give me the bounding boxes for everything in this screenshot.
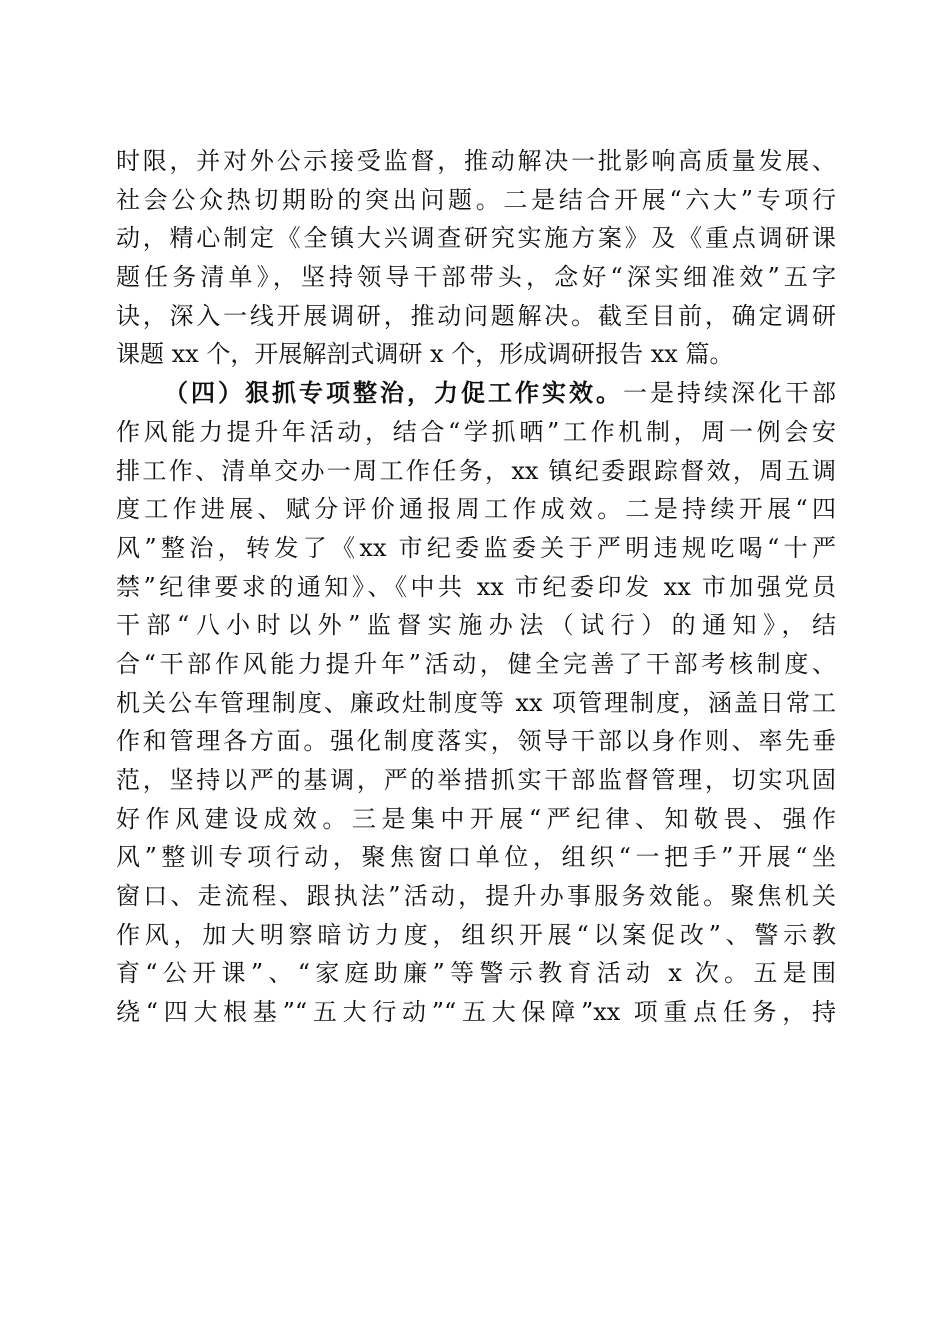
text-line: 排工作、清单交办一周工作任务，xx 镇纪委跟踪督效，周五调 <box>116 456 836 485</box>
text-line: 诀，深入一线开展调研，推动问题解决。截至目前，确定调研 <box>116 301 836 330</box>
text-line: 窗口、走流程、跟执法”活动，提升办事服务效能。聚焦机关 <box>116 882 836 911</box>
paragraph-1 <box>116 142 836 374</box>
text-line: 范，坚持以严的基调，严的举措抓实干部监督管理，切实巩固 <box>116 766 836 794</box>
text-line: 题任务清单》，坚持领导干部带头，念好“深实细准效”五字 <box>116 263 836 292</box>
text-line: 时限，并对外公示接受监督，推动解决一批影响高质量发展、 <box>116 147 836 175</box>
text-line: 社会公众热切期盼的突出问题。二是结合开展“六大”专项行 <box>116 185 836 214</box>
text-line: 育“公开课”、“家庭助廉”等警示教育活动 x 次。五是围 <box>116 959 836 988</box>
paragraph-first-line <box>116 374 836 413</box>
body-text <box>116 142 836 1032</box>
text-line: 课题 xx 个，开展解剖式调研 x 个，形成调研报告 xx 篇。 <box>116 340 734 369</box>
text-line: 禁”纪律要求的通知》、《中共 xx 市纪委印发 xx 市加强党员 <box>116 572 836 601</box>
text-line: 作风能力提升年活动，结合“学抓晒”工作机制，周一例会安 <box>116 417 836 446</box>
text-run: 一是持续深化干部 <box>623 379 836 408</box>
text-line: 合“干部作风能力提升年”活动，健全完善了干部考核制度、 <box>116 649 836 678</box>
text-line: 动，精心制定《全镇大兴调查研究实施方案》及《重点调研课 <box>116 224 836 253</box>
text-line: 机关公车管理制度、廉政灶制度等 xx 项管理制度，涵盖日常工 <box>116 688 836 717</box>
text-line: 风”整训专项行动，聚焦窗口单位，组织“一把手”开展“坐 <box>116 843 836 872</box>
text-line: 干部“八小时以外”监督实施办法（试行）的通知》，结 <box>116 611 836 640</box>
text-line: 绕“四大根基”“五大行动”“五大保障”xx 项重点任务，持 <box>116 998 836 1027</box>
text-line: 作和管理各方面。强化制度落实，领导干部以身作则、率先垂 <box>116 727 836 756</box>
text-line: 好作风建设成效。三是集中开展“严纪律、知敬畏、强作 <box>116 804 836 833</box>
paragraph-2 <box>116 374 836 1032</box>
text-line: 风”整治，转发了《xx 市纪委监委关于严明违规吃喝“十严 <box>116 533 836 562</box>
text-line: 度工作进展、赋分评价通报周工作成效。二是持续开展“四 <box>116 495 836 524</box>
section-heading: （四）狠抓专项整治，力促工作实效。 <box>164 378 623 408</box>
text-line: 作风，加大明察暗访力度，组织开展“以案促改”、警示教 <box>116 920 836 949</box>
